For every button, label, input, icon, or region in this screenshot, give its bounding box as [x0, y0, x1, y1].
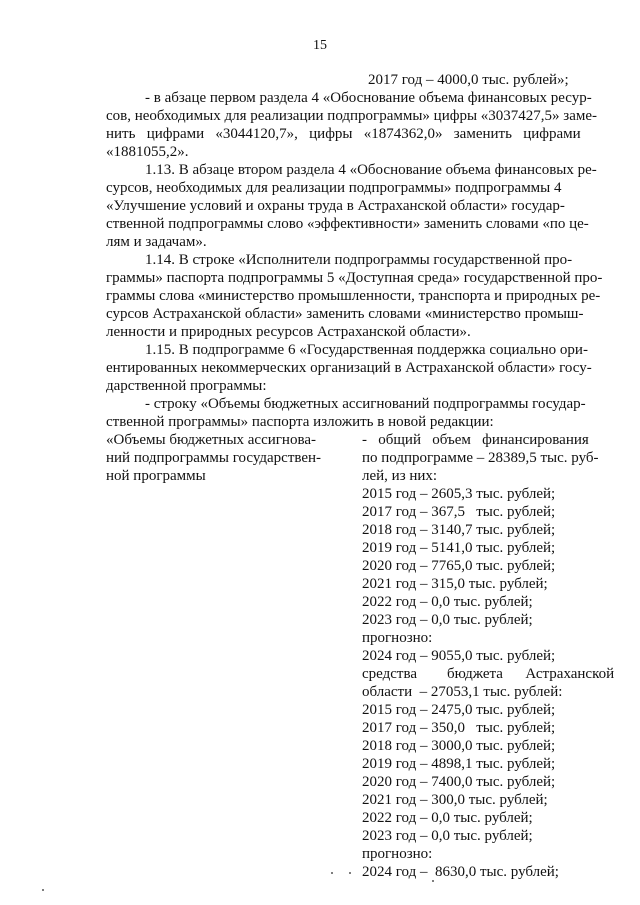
text-line: «Объемы бюджетных ассигнова- [106, 432, 316, 448]
text-line: нить цифрами «3044120,7», цифры «1874362,0» заменить цифрами [106, 126, 581, 142]
text-line: 1.15. В подпрограмме 6 «Государственная поддержка социально ори- [145, 342, 588, 358]
text-line: 2015 год – 2475,0 тыс. рублей; [362, 702, 556, 718]
text-line: граммы слова «министерство промышленности, транспорта и природных ре- [106, 288, 601, 304]
text-line: граммы» паспорта подпрограммы 5 «Доступная среда» государственной про- [106, 270, 603, 286]
text-line: по подпрограмме – 28389,5 тыс. руб- [362, 450, 599, 466]
text-line: 2024 год – 8630,0 тыс. рублей; [362, 864, 559, 880]
text-line: 2022 год – 0,0 тыс. рублей; [362, 594, 533, 610]
text-line: 2020 год – 7400,0 тыс. рублей; [362, 774, 556, 790]
text-line: 2019 год – 5141,0 тыс. рублей; [362, 540, 556, 556]
text-line: лей, из них: [362, 468, 438, 484]
text-line: прогнозно: [362, 846, 433, 862]
text-line: сурсов Астраханской области» заменить словами «министерство промыш- [106, 306, 584, 322]
scan-speck [42, 889, 44, 891]
text-line: 2020 год – 7765,0 тыс. рублей; [362, 558, 556, 574]
text-line: ленности и природных ресурсов Астраханской области». [106, 324, 471, 340]
page-number: 15 [313, 38, 327, 53]
text-line: ентированных некоммерческих организаций в Астраханской области» госу- [106, 360, 592, 376]
text-line: - строку «Объемы бюджетных ассигнований подпрограммы государ- [145, 396, 586, 412]
text-line: 2018 год – 3000,0 тыс. рублей; [362, 738, 556, 754]
scan-speck [349, 872, 351, 874]
text-line: «Улучшение условий и охраны труда в Астраханской области» государ- [106, 198, 565, 214]
text-line: 2017 год – 367,5 тыс. рублей; [362, 504, 556, 520]
text-line: прогнозно: [362, 630, 433, 646]
text-line: 2023 год – 0,0 тыс. рублей; [362, 828, 533, 844]
text-line: ной программы [106, 468, 206, 484]
text-line: ственной программы» паспорта изложить в новой редакции: [106, 414, 494, 430]
scan-speck [432, 880, 434, 882]
text-line: 2022 год – 0,0 тыс. рублей; [362, 810, 533, 826]
text-line: 2021 год – 300,0 тыс. рублей; [362, 792, 548, 808]
text-line: 2019 год – 4898,1 тыс. рублей; [362, 756, 556, 772]
text-line: 2023 год – 0,0 тыс. рублей; [362, 612, 533, 628]
text-line: ственной подпрограммы слово «эффективности» заменить словами «по це- [106, 216, 589, 232]
text-line: - в абзаце первом раздела 4 «Обоснование объема финансовых ресур- [145, 90, 592, 106]
text-line: - общий объем финансирования [362, 432, 589, 448]
text-line: средства бюджета Астраханской [362, 666, 615, 682]
text-line: сурсов, необходимых для реализации подпрограммы» подпрограммы 4 [106, 180, 562, 196]
text-line: области – 27053,1 тыс. рублей: [362, 684, 563, 700]
text-line: 2017 год – 350,0 тыс. рублей; [362, 720, 556, 736]
text-line: «1881055,2». [106, 144, 189, 160]
text-line: 1.13. В абзаце втором раздела 4 «Обоснование объема финансовых ре- [145, 162, 597, 178]
text-line: ний подпрограммы государствен- [106, 450, 322, 466]
scan-speck [331, 872, 333, 874]
text-line: 2024 год – 9055,0 тыс. рублей; [362, 648, 556, 664]
text-line: 1.14. В строке «Исполнители подпрограммы государственной про- [145, 252, 573, 268]
text-line: 2021 год – 315,0 тыс. рублей; [362, 576, 548, 592]
text-line: 2015 год – 2605,3 тыс. рублей; [362, 486, 556, 502]
text-line: 2018 год – 3140,7 тыс. рублей; [362, 522, 556, 538]
text-line: дарственной программы: [106, 378, 267, 394]
text-line: лям и задачам». [106, 234, 207, 250]
text-line: сов, необходимых для реализации подпрограммы» цифры «3037427,5» заме- [106, 108, 597, 124]
text-line: 2017 год – 4000,0 тыс. рублей»; [368, 72, 569, 88]
